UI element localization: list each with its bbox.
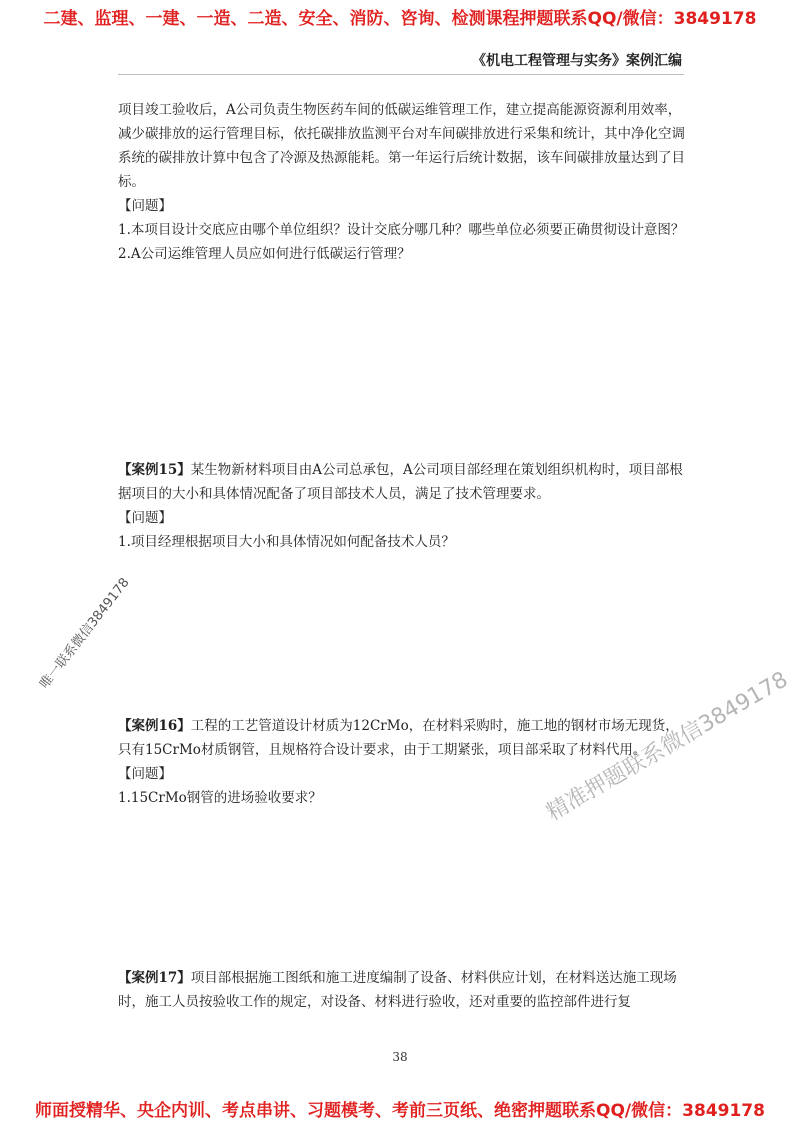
- question-heading: 【问题】: [118, 198, 172, 214]
- question-item: 2.A公司运维管理人员应如何进行低碳运行管理？: [118, 246, 411, 262]
- bottom-ad-banner: 师面授精华、央企内训、考点串讲、习题模考、考前三页纸、绝密押题联系QQ/微信：3849178: [35, 1101, 765, 1121]
- page-number: 38: [392, 1050, 408, 1064]
- case-label: 【案例15】: [118, 462, 191, 478]
- top-ad-banner: 二建、监理、一建、一造、二造、安全、消防、咨询、检测课程押题联系QQ/微信：3849178: [43, 9, 757, 29]
- case-15-section: [118, 458, 688, 554]
- case-label: 【案例16】: [118, 718, 191, 734]
- case-17-section: [118, 966, 688, 1014]
- book-title: 《机电工程管理与实务》案例汇编: [472, 53, 682, 69]
- question-item: 1.项目经理根据项目大小和具体情况如何配备技术人员？: [118, 534, 455, 550]
- case-text: 某生物新材料项目由A公司总承包，A公司项目部经理在策划组织机构时，项目部根据项目的大小和具体情况配备了项目部技术人员，满足了技术管理要求。: [118, 462, 683, 502]
- case-text: 工程的工艺管道设计材质为12CrMo，在材料采购时，施工地的钢材市场无现货，只有15CrMo材质钢管，且规格符合设计要求，由于工期紧张，项目部采取了材料代用。: [118, 718, 679, 758]
- case-text: 项目部根据施工图纸和施工进度编制了设备、材料供应计划，在材料送达施工现场时，施工人员按验收工作的规定，对设备、材料进行验收，还对重要的监控部件进行复: [118, 970, 677, 1010]
- question-heading: 【问题】: [118, 766, 172, 782]
- watermark-right: 精准押题联系微信3849178: [542, 667, 793, 826]
- intro-section: [118, 98, 688, 266]
- intro-paragraph: 项目竣工验收后，A公司负责生物医药车间的低碳运维管理工作，建立提高能源资源利用效率，减少碳排放的运行管理目标，依托碳排放监测平台对车间碳排放进行采集和统计，其中净化空调系统的碳排放计算中包含了冷源及热源能耗。第一年运行后统计数据，该车间碳排放量达到了目标。: [118, 102, 685, 190]
- watermark-left: 唯一联系微信3849178: [37, 575, 133, 692]
- header-divider: [118, 74, 684, 75]
- question-heading: 【问题】: [118, 510, 172, 526]
- question-item: 1.15CrMo钢管的进场验收要求？: [118, 790, 322, 806]
- question-item: 1.本项目设计交底应由哪个单位组织？设计交底分哪几种？哪些单位必须要正确贯彻设计意图？: [118, 222, 685, 238]
- case-label: 【案例17】: [118, 970, 191, 986]
